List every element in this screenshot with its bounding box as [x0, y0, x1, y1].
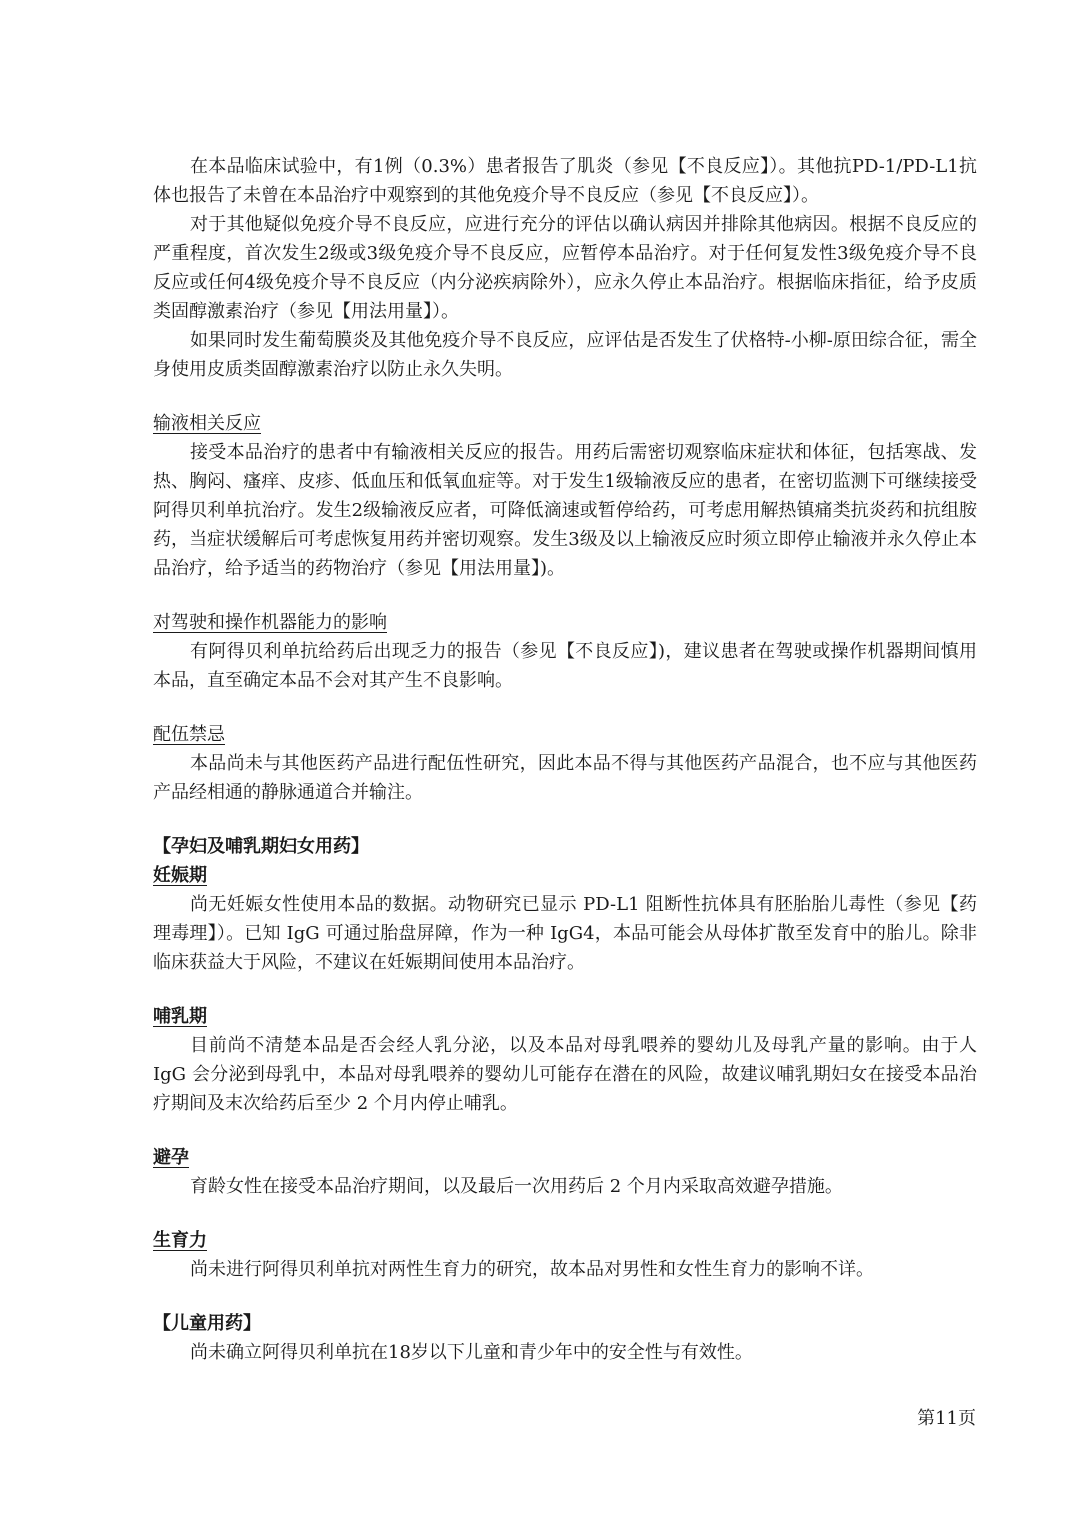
paragraph-vkh: 如果同时发生葡萄膜炎及其他免疫介导不良反应，应评估是否发生了伏格特-小柳-原田综合征，需全身使用皮质类固醇激素治疗以防止永久失明。 — [153, 330, 977, 380]
heading-lactation: 哺乳期 — [153, 1006, 207, 1027]
page-number: 第11页 — [917, 1408, 976, 1429]
paragraph-pediatric: 尚未确立阿得贝利单抗在18岁以下儿童和青少年中的安全性与有效性。 — [190, 1342, 753, 1363]
paragraph-other-immune: 对于其他疑似免疫介导不良反应，应进行充分的评估以确认病因并排除其他病因。根据不良反应的严重程度，首次发生2级或3级免疫介导不良反应，应暂停本品治疗。对于任何复发性3级免疫介导不良反应或任何4级免疫介导不良反应（内分泌疾病除外），应永久停止本品治疗。根据临床指征，给予皮质类固醇激素治疗（参见【用法用量】）。 — [153, 214, 977, 322]
section-title-pregnancy-lactation: 【孕妇及哺乳期妇女用药】 — [153, 836, 369, 857]
heading-contraception: 避孕 — [153, 1147, 189, 1168]
heading-fertility: 生育力 — [153, 1230, 207, 1251]
section-title-pediatric: 【儿童用药】 — [153, 1313, 261, 1334]
paragraph-driving: 有阿得贝利单抗给药后出现乏力的报告（参见【不良反应】)，建议患者在驾驶或操作机器期间慎用本品，直至确定本品不会对其产生不良影响。 — [153, 641, 977, 691]
paragraph-lactation: 目前尚不清楚本品是否会经人乳分泌，以及本品对母乳喂养的婴幼儿及母乳产量的影响。由于人 IgG 会分泌到母乳中，本品对母乳喂养的婴幼儿可能存在潜在的风险，故建议哺乳期妇女在接受本品治疗期间及末次给药后至少 2 个月内停止哺乳。 — [153, 1035, 977, 1114]
paragraph-infusion: 接受本品治疗的患者中有输液相关反应的报告。用药后需密切观察临床症状和体征，包括寒战、发热、胸闷、瘙痒、皮疹、低血压和低氧血症等。对于发生1级输液反应的患者，在密切监测下可继续接受阿得贝利单抗治疗。发生2级输液反应者，可降低滴速或暂停给药，可考虑用解热镇痛类抗炎药和抗组胺药，当症状缓解后可考虑恢复用药并密切观察。发生3级及以上输液反应时须立即停止输液并永久停止本品治疗，给予适当的药物治疗（参见【用法用量】)。 — [153, 442, 977, 579]
heading-driving: 对驾驶和操作机器能力的影响 — [153, 612, 387, 633]
heading-infusion-reactions: 输液相关反应 — [153, 413, 261, 434]
heading-pregnancy: 妊娠期 — [153, 865, 207, 886]
document-page — [153, 152, 977, 1367]
paragraph-fertility: 尚未进行阿得贝利单抗对两性生育力的研究，故本品对男性和女性生育力的影响不详。 — [190, 1259, 874, 1280]
paragraph-contraception: 育龄女性在接受本品治疗期间，以及最后一次用药后 2 个月内采取高效避孕措施。 — [190, 1176, 843, 1197]
paragraph-pregnancy: 尚无妊娠女性使用本品的数据。动物研究已显示 PD-L1 阻断性抗体具有胚胎胎儿毒性（参见【药理毒理】）。已知 IgG 可通过胎盘屏障，作为一种 IgG4，本品可能会从母体扩散至发育中的胎儿。除非临床获益大于风险，不建议在妊娠期间使用本品治疗。 — [153, 894, 977, 973]
heading-incompatibility: 配伍禁忌 — [153, 724, 225, 745]
paragraph-incompatibility: 本品尚未与其他医药产品进行配伍性研究，因此本品不得与其他医药产品混合，也不应与其他医药产品经相通的静脉通道合并输注。 — [153, 753, 977, 803]
paragraph-myositis: 在本品临床试验中，有1例（0.3%）患者报告了肌炎（参见【不良反应】）。其他抗PD-1/PD-L1抗体也报告了未曾在本品治疗中观察到的其他免疫介导不良反应（参见【不良反应】）。 — [153, 156, 977, 206]
